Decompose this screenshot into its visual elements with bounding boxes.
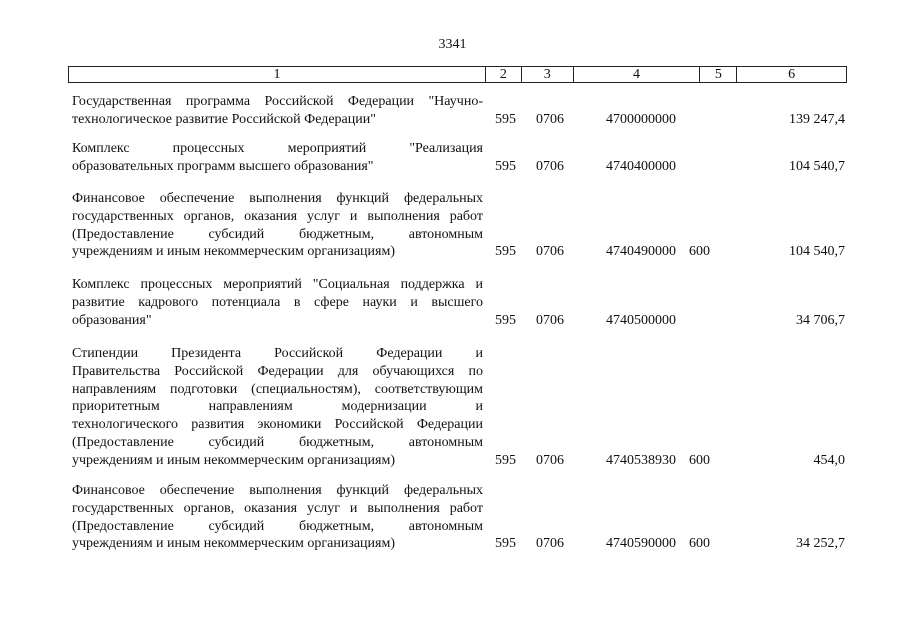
description-line: государственных органов, оказания услуг и выполнения работ bbox=[72, 208, 483, 224]
cell-amount: 139 247,4 bbox=[789, 111, 845, 127]
description-line: Комплекс процессных мероприятий "Социальная поддержка и bbox=[72, 277, 483, 292]
description-line: образования" bbox=[72, 312, 152, 328]
cell-cs: 4740590000 bbox=[606, 536, 676, 552]
header-col-4: 4 bbox=[574, 67, 701, 82]
cell-amount: 104 540,7 bbox=[789, 244, 845, 260]
cell-rz: 0706 bbox=[536, 244, 564, 260]
header-col-1: 1 bbox=[69, 67, 486, 82]
description-line: (Предоставление субсидий бюджетным, автономным bbox=[72, 226, 483, 242]
cell-vr: 600 bbox=[689, 536, 710, 552]
description-line: образовательных программ высшего образования" bbox=[72, 158, 374, 174]
description-line: Комплекс процессных мероприятий "Реализация bbox=[72, 141, 483, 156]
row-description bbox=[72, 190, 483, 261]
description-line: Финансовое обеспечение выполнения функций федеральных bbox=[72, 191, 483, 206]
description-line: государственных органов, оказания услуг и выполнения работ bbox=[72, 500, 483, 516]
row-description bbox=[72, 345, 483, 470]
description-line: Правительства Российской Федерации для обучающихся по bbox=[72, 363, 483, 379]
description-line: Государственная программа Российской Федерации "Научно- bbox=[72, 94, 483, 109]
cell-amount: 454,0 bbox=[813, 452, 845, 468]
description-line: Стипендии Президента Российской Федерации и bbox=[72, 346, 483, 361]
header-col-6: 6 bbox=[788, 67, 796, 82]
description-line: технологическое развитие Российской Федерации" bbox=[72, 111, 376, 127]
page-number: 3341 bbox=[438, 37, 467, 52]
cell-cs: 4700000000 bbox=[606, 111, 676, 127]
cell-gr: 595 bbox=[495, 244, 516, 260]
table-header bbox=[68, 66, 847, 83]
cell-cs: 4740538930 bbox=[606, 452, 676, 468]
description-line: (Предоставление субсидий бюджетным, автономным bbox=[72, 518, 483, 534]
description-line: Финансовое обеспечение выполнения функций федеральных bbox=[72, 483, 483, 498]
cell-rz: 0706 bbox=[536, 312, 564, 328]
cell-gr: 595 bbox=[495, 158, 516, 174]
description-line: приоритетным направлениям модернизации и bbox=[72, 399, 483, 415]
description-line: учреждениям и иным некоммерческим организациям) bbox=[72, 536, 396, 552]
header-col-5: 5 bbox=[700, 67, 737, 82]
cell-gr: 595 bbox=[495, 452, 516, 468]
cell-vr: 600 bbox=[689, 244, 710, 260]
description-line: учреждениям и иным некоммерческим организациям) bbox=[72, 244, 396, 260]
cell-gr: 595 bbox=[495, 111, 516, 127]
cell-cs: 4740500000 bbox=[606, 312, 676, 328]
cell-gr: 595 bbox=[495, 312, 516, 328]
description-line: (Предоставление субсидий бюджетным, автономным bbox=[72, 434, 483, 450]
row-description bbox=[72, 482, 483, 553]
header-col-2: 2 bbox=[486, 67, 522, 82]
row-description bbox=[72, 276, 483, 329]
description-line: учреждениям и иным некоммерческим организациям) bbox=[72, 452, 396, 468]
cell-amount: 34 252,7 bbox=[796, 536, 845, 552]
row-description bbox=[72, 140, 483, 176]
description-line: развитие кадрового потенциала в сфере науки и высшего bbox=[72, 294, 483, 310]
row-description bbox=[72, 93, 483, 129]
description-line: направлениям подготовки (специальностям), соответствующим bbox=[72, 381, 483, 397]
description-line: технологического развития экономики Российской Федерации bbox=[72, 417, 483, 433]
cell-vr: 600 bbox=[689, 452, 710, 468]
header-col-3: 3 bbox=[522, 67, 574, 82]
cell-amount: 34 706,7 bbox=[796, 312, 845, 328]
cell-rz: 0706 bbox=[536, 536, 564, 552]
cell-cs: 4740400000 bbox=[606, 158, 676, 174]
cell-rz: 0706 bbox=[536, 158, 564, 174]
cell-cs: 4740490000 bbox=[606, 244, 676, 260]
cell-amount: 104 540,7 bbox=[789, 158, 845, 174]
cell-rz: 0706 bbox=[536, 452, 564, 468]
cell-rz: 0706 bbox=[536, 111, 564, 127]
cell-gr: 595 bbox=[495, 536, 516, 552]
